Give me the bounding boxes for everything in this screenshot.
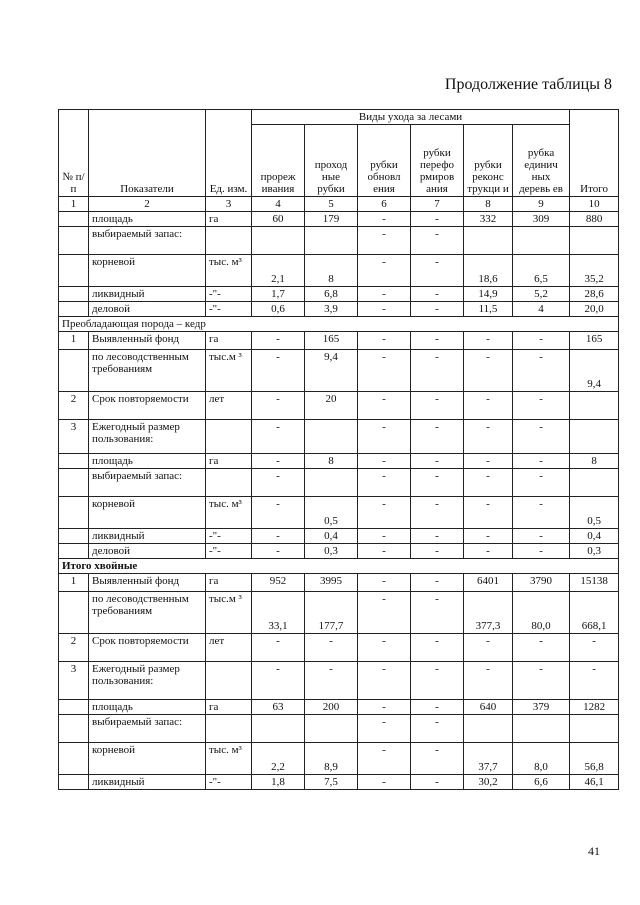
value-cell: - [411, 529, 464, 544]
value-cell: 200 [305, 700, 358, 715]
value-cell: - [358, 700, 411, 715]
value-cell: 11,5 [464, 302, 513, 317]
unit-cell: -"- [206, 775, 252, 790]
value-cell: - [411, 574, 464, 592]
header-col-reconstruction-cuts: рубки реконс трукци и [464, 125, 513, 197]
value-cell: - [358, 302, 411, 317]
row-number-cell [59, 544, 89, 559]
unit-cell: тыс. м³ [206, 743, 252, 775]
header-total: Итого [570, 110, 619, 197]
header-col-single-tree-cuts: рубка единич ных деревь ев [513, 125, 570, 197]
value-cell: - [464, 392, 513, 420]
table-row [59, 350, 619, 392]
value-cell: - [464, 497, 513, 529]
table-row [59, 255, 619, 287]
value-cell: - [513, 544, 570, 559]
table-row [59, 497, 619, 529]
total-cell: 668,1 [570, 592, 619, 634]
col-number: 6 [358, 197, 411, 212]
header-col-renewal-cuts: рубки обновл ения [358, 125, 411, 197]
table-row [59, 454, 619, 469]
value-cell: 33,1 [252, 592, 305, 634]
value-cell: - [513, 529, 570, 544]
col-number: 3 [206, 197, 252, 212]
value-cell: - [464, 420, 513, 454]
value-cell: - [513, 420, 570, 454]
total-cell: 165 [570, 332, 619, 350]
section-row [59, 559, 619, 574]
indicator-cell: по лесоводственным требованиям [89, 350, 206, 392]
value-cell [252, 715, 305, 743]
value-cell: - [411, 775, 464, 790]
table-body [59, 212, 619, 790]
value-cell: 14,9 [464, 287, 513, 302]
value-cell: - [464, 332, 513, 350]
table-row [59, 420, 619, 454]
value-cell: - [358, 227, 411, 255]
total-cell: 0,5 [570, 497, 619, 529]
total-cell: 15138 [570, 574, 619, 592]
forest-care-table [58, 109, 619, 790]
value-cell [305, 420, 358, 454]
value-cell: 4 [513, 302, 570, 317]
value-cell [305, 227, 358, 255]
unit-cell: -"- [206, 529, 252, 544]
value-cell: 177,7 [305, 592, 358, 634]
row-number-cell [59, 529, 89, 544]
header-col-reformation-cuts: рубки перефо рмиров ания [411, 125, 464, 197]
value-cell: - [411, 700, 464, 715]
value-cell: - [252, 634, 305, 662]
value-cell: - [358, 743, 411, 775]
value-cell: 18,6 [464, 255, 513, 287]
value-cell: - [358, 634, 411, 662]
value-cell: - [411, 469, 464, 497]
table-row [59, 332, 619, 350]
value-cell: 640 [464, 700, 513, 715]
table-row [59, 743, 619, 775]
section-title: Преобладающая порода – кедр [59, 317, 619, 332]
value-cell: - [358, 287, 411, 302]
value-cell: - [358, 574, 411, 592]
value-cell: 60 [252, 212, 305, 227]
header-num: № п/п [59, 110, 89, 197]
row-number-cell: 2 [59, 392, 89, 420]
value-cell: 20 [305, 392, 358, 420]
value-cell: - [252, 662, 305, 700]
total-cell: 8 [570, 454, 619, 469]
unit-cell: га [206, 700, 252, 715]
row-number-cell [59, 302, 89, 317]
value-cell: - [252, 529, 305, 544]
header-care-types: Виды ухода за лесами [252, 110, 570, 125]
value-cell: 80,0 [513, 592, 570, 634]
value-cell: - [513, 392, 570, 420]
value-cell: 2,2 [252, 743, 305, 775]
unit-cell: -"- [206, 287, 252, 302]
value-cell: - [464, 469, 513, 497]
indicator-cell: деловой [89, 302, 206, 317]
col-number: 10 [570, 197, 619, 212]
value-cell: - [513, 634, 570, 662]
indicator-cell: ликвидный [89, 287, 206, 302]
col-number: 2 [89, 197, 206, 212]
indicator-cell: по лесоводственным требованиям [89, 592, 206, 634]
value-cell: - [358, 662, 411, 700]
unit-cell: лет [206, 392, 252, 420]
unit-cell [206, 227, 252, 255]
value-cell: 0,5 [305, 497, 358, 529]
value-cell: - [252, 469, 305, 497]
value-cell: 8,9 [305, 743, 358, 775]
value-cell: 1,8 [252, 775, 305, 790]
value-cell: - [513, 454, 570, 469]
value-cell: 3,9 [305, 302, 358, 317]
unit-cell: тыс.м ³ [206, 592, 252, 634]
value-cell [305, 469, 358, 497]
indicator-cell: площадь [89, 212, 206, 227]
row-number-cell: 1 [59, 574, 89, 592]
value-cell: - [305, 662, 358, 700]
value-cell: 3995 [305, 574, 358, 592]
value-cell: - [358, 715, 411, 743]
row-number-cell: 2 [59, 634, 89, 662]
table-row [59, 227, 619, 255]
value-cell: - [411, 634, 464, 662]
indicator-cell: площадь [89, 454, 206, 469]
table-row [59, 592, 619, 634]
value-cell: - [358, 592, 411, 634]
value-cell [252, 227, 305, 255]
table-row [59, 662, 619, 700]
value-cell: 7,5 [305, 775, 358, 790]
indicator-cell: ликвидный [89, 775, 206, 790]
value-cell: - [411, 743, 464, 775]
indicator-cell: Срок повторяемости [89, 634, 206, 662]
value-cell: - [252, 544, 305, 559]
value-cell: - [513, 662, 570, 700]
value-cell: - [513, 350, 570, 392]
column-number-row [59, 197, 619, 212]
header-col-passage-cuts: проход ные рубки [305, 125, 358, 197]
value-cell: - [358, 454, 411, 469]
value-cell: - [411, 350, 464, 392]
row-number-cell [59, 469, 89, 497]
page-number: 41 [588, 844, 600, 858]
indicator-cell: выбираемый запас: [89, 715, 206, 743]
value-cell: - [252, 392, 305, 420]
row-number-cell [59, 497, 89, 529]
value-cell: - [411, 332, 464, 350]
value-cell: 63 [252, 700, 305, 715]
total-cell: - [570, 634, 619, 662]
value-cell: 6401 [464, 574, 513, 592]
table-row [59, 287, 619, 302]
total-cell: 1282 [570, 700, 619, 715]
indicator-cell: Ежегодный размер пользования: [89, 662, 206, 700]
value-cell: 179 [305, 212, 358, 227]
value-cell: - [513, 469, 570, 497]
row-number-cell: 1 [59, 332, 89, 350]
value-cell: - [252, 497, 305, 529]
value-cell: - [252, 454, 305, 469]
section-title: Итого хвойные [59, 559, 619, 574]
header-col-thinning: прореж ивания [252, 125, 305, 197]
value-cell: - [358, 469, 411, 497]
value-cell: 0,4 [305, 529, 358, 544]
table-caption: Продолжение таблицы 8 [444, 76, 612, 93]
value-cell: - [358, 332, 411, 350]
table-row [59, 715, 619, 743]
table-row [59, 302, 619, 317]
value-cell: - [411, 227, 464, 255]
indicator-cell: Выявленный фонд [89, 574, 206, 592]
value-cell: 6,8 [305, 287, 358, 302]
value-cell: - [411, 302, 464, 317]
value-cell [464, 227, 513, 255]
total-cell [570, 420, 619, 454]
indicator-cell: корневой [89, 255, 206, 287]
value-cell: - [464, 529, 513, 544]
row-number-cell [59, 592, 89, 634]
value-cell: - [358, 775, 411, 790]
row-number-cell [59, 715, 89, 743]
indicator-cell: Ежегодный размер пользования: [89, 420, 206, 454]
table-row [59, 700, 619, 715]
col-number: 4 [252, 197, 305, 212]
value-cell: 8,0 [513, 743, 570, 775]
indicator-cell: Выявленный фонд [89, 332, 206, 350]
value-cell [513, 715, 570, 743]
unit-cell: га [206, 454, 252, 469]
value-cell: 332 [464, 212, 513, 227]
row-number-cell [59, 227, 89, 255]
value-cell: - [411, 544, 464, 559]
value-cell: - [411, 255, 464, 287]
unit-cell: лет [206, 634, 252, 662]
total-cell: 28,6 [570, 287, 619, 302]
value-cell: - [252, 420, 305, 454]
row-number-cell: 3 [59, 420, 89, 454]
value-cell: 0,3 [305, 544, 358, 559]
value-cell: - [411, 392, 464, 420]
total-cell [570, 715, 619, 743]
indicator-cell: корневой [89, 743, 206, 775]
row-number-cell [59, 700, 89, 715]
value-cell: - [358, 350, 411, 392]
total-cell: 9,4 [570, 350, 619, 392]
value-cell: - [305, 634, 358, 662]
col-number: 5 [305, 197, 358, 212]
total-cell [570, 469, 619, 497]
value-cell: - [464, 454, 513, 469]
header-unit: Ед. изм. [206, 110, 252, 197]
total-cell: 880 [570, 212, 619, 227]
header-indicator: Показатели [89, 110, 206, 197]
value-cell: 3790 [513, 574, 570, 592]
value-cell: 0,6 [252, 302, 305, 317]
indicator-cell: площадь [89, 700, 206, 715]
unit-cell [206, 715, 252, 743]
total-cell: 46,1 [570, 775, 619, 790]
indicator-cell: выбираемый запас: [89, 469, 206, 497]
value-cell: - [358, 392, 411, 420]
value-cell: 379 [513, 700, 570, 715]
table-row [59, 212, 619, 227]
value-cell: - [464, 662, 513, 700]
value-cell: - [358, 497, 411, 529]
unit-cell [206, 469, 252, 497]
unit-cell: тыс.м ³ [206, 350, 252, 392]
value-cell: 9,4 [305, 350, 358, 392]
value-cell: - [411, 592, 464, 634]
table-row [59, 529, 619, 544]
table-row [59, 574, 619, 592]
table-row [59, 469, 619, 497]
row-number-cell [59, 775, 89, 790]
total-cell: 56,8 [570, 743, 619, 775]
table-row [59, 775, 619, 790]
value-cell: 5,2 [513, 287, 570, 302]
value-cell: - [252, 332, 305, 350]
value-cell: 6,6 [513, 775, 570, 790]
value-cell: - [358, 544, 411, 559]
unit-cell: тыс. м³ [206, 255, 252, 287]
value-cell: - [411, 454, 464, 469]
total-cell: - [570, 662, 619, 700]
unit-cell: -"- [206, 544, 252, 559]
value-cell: - [358, 529, 411, 544]
row-number-cell [59, 454, 89, 469]
value-cell: 30,2 [464, 775, 513, 790]
value-cell: - [252, 350, 305, 392]
row-number-cell: 3 [59, 662, 89, 700]
value-cell [305, 715, 358, 743]
table-row [59, 392, 619, 420]
unit-cell [206, 662, 252, 700]
value-cell: 8 [305, 454, 358, 469]
value-cell: - [411, 497, 464, 529]
col-number: 1 [59, 197, 89, 212]
value-cell: - [513, 497, 570, 529]
unit-cell: га [206, 574, 252, 592]
value-cell: - [411, 287, 464, 302]
value-cell: - [464, 634, 513, 662]
value-cell: - [411, 420, 464, 454]
value-cell: - [513, 332, 570, 350]
row-number-cell [59, 350, 89, 392]
value-cell: - [411, 212, 464, 227]
table-row [59, 634, 619, 662]
value-cell: 165 [305, 332, 358, 350]
section-row [59, 317, 619, 332]
value-cell: 309 [513, 212, 570, 227]
row-number-cell [59, 255, 89, 287]
indicator-cell: корневой [89, 497, 206, 529]
unit-cell: тыс. м³ [206, 497, 252, 529]
value-cell: 377,3 [464, 592, 513, 634]
col-number: 7 [411, 197, 464, 212]
value-cell [513, 227, 570, 255]
col-number: 9 [513, 197, 570, 212]
value-cell: 6,5 [513, 255, 570, 287]
value-cell: - [358, 255, 411, 287]
value-cell: - [411, 662, 464, 700]
value-cell: 952 [252, 574, 305, 592]
unit-cell [206, 420, 252, 454]
value-cell: - [358, 212, 411, 227]
unit-cell: -"- [206, 302, 252, 317]
value-cell: - [358, 420, 411, 454]
total-cell: 35,2 [570, 255, 619, 287]
indicator-cell: деловой [89, 544, 206, 559]
unit-cell: га [206, 332, 252, 350]
value-cell: 37,7 [464, 743, 513, 775]
indicator-cell: ликвидный [89, 529, 206, 544]
indicator-cell: Срок повторяемости [89, 392, 206, 420]
value-cell [464, 715, 513, 743]
table-row [59, 544, 619, 559]
total-cell [570, 392, 619, 420]
value-cell: - [464, 350, 513, 392]
total-cell: 0,4 [570, 529, 619, 544]
value-cell: - [464, 544, 513, 559]
value-cell: 8 [305, 255, 358, 287]
row-number-cell [59, 212, 89, 227]
total-cell: 20,0 [570, 302, 619, 317]
value-cell: 1,7 [252, 287, 305, 302]
total-cell: 0,3 [570, 544, 619, 559]
value-cell: 2,1 [252, 255, 305, 287]
indicator-cell: выбираемый запас: [89, 227, 206, 255]
col-number: 8 [464, 197, 513, 212]
value-cell: - [411, 715, 464, 743]
row-number-cell [59, 743, 89, 775]
row-number-cell [59, 287, 89, 302]
unit-cell: га [206, 212, 252, 227]
total-cell [570, 227, 619, 255]
